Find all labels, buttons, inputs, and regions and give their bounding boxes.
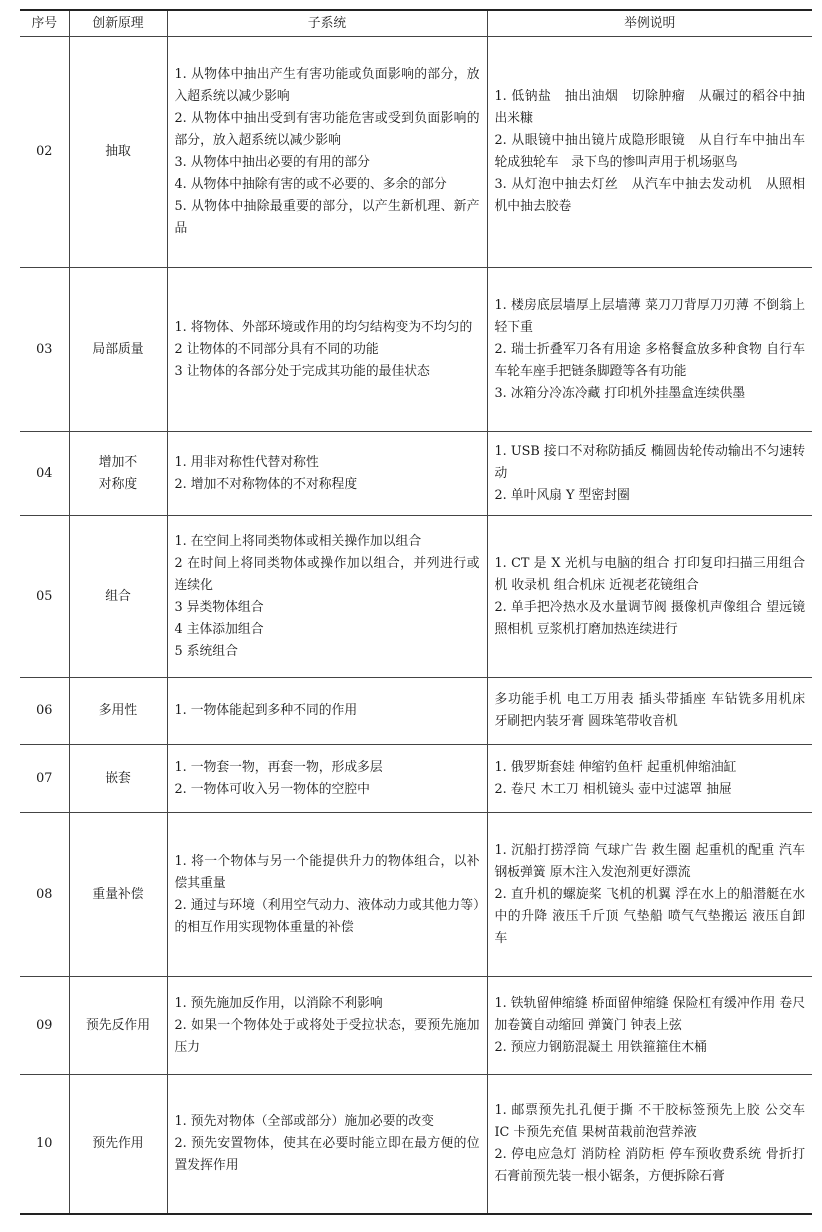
subsystem-item: 4. 从物体中抽除有害的或不必要的、多余的部分	[174, 177, 447, 192]
examples-cell	[487, 432, 812, 516]
table-row	[20, 1075, 812, 1214]
subsystem-cell	[167, 977, 487, 1075]
example-item: 1. 俄罗斯套娃 伸缩钓鱼杆 起重机伸缩油缸	[494, 759, 737, 775]
table-row	[20, 977, 812, 1075]
example-item: 2. 单叶风扇 Y 型密封圈	[494, 487, 630, 503]
subsystem-item: 5 系统组合	[174, 643, 238, 659]
principle-cell	[69, 977, 167, 1075]
examples-cell	[487, 745, 812, 813]
row-number: 04	[20, 432, 69, 516]
row-number: 07	[20, 745, 69, 813]
subsystem-item: 3. 从物体中抽出必要的有用的部分	[174, 155, 370, 170]
principle-cell	[69, 813, 167, 977]
subsystem-item: 1. 一物体能起到多种不同的作用	[174, 703, 358, 718]
table-row	[20, 37, 812, 268]
header-subsystem: 子系统	[167, 10, 487, 37]
principle-name: 预先反作用	[86, 1017, 150, 1033]
principle-name: 对称度	[98, 476, 138, 492]
subsystem-item: 2 在时间上将同类物体或操作加以组合，并列进行或连续化	[174, 555, 480, 593]
example-item: 1. USB 接口不对称防插反 椭圆齿轮传动输出不匀速转动	[494, 443, 805, 481]
example-item: 1. 楼房底层墙厚上层墙薄 菜刀刀背厚刀刃薄 不倒翁上轻下重	[494, 297, 805, 335]
principle-name: 组合	[105, 588, 131, 604]
subsystem-item: 2. 如果一个物体处于或将处于受拉状态，要预先施加压力	[174, 1017, 480, 1055]
table-body	[20, 37, 812, 1214]
examples-cell	[487, 678, 812, 745]
example-item: 2. 从眼镜中抽出镜片成隐形眼镜 从自行车中抽出车轮成独轮车 录下鸟的惨叫声用于机场驱鸟	[494, 133, 805, 170]
row-number: 06	[20, 678, 69, 745]
examples-cell	[487, 813, 812, 977]
header-number: 序号	[20, 10, 69, 37]
subsystem-item: 1. 一物套一物，再套一物，形成多层	[174, 759, 383, 775]
subsystem-cell	[167, 1075, 487, 1214]
examples-cell	[487, 1075, 812, 1214]
examples-cell	[487, 268, 812, 432]
example-item: 1. 铁轨留伸缩缝 桥面留伸缩缝 保险杠有缓冲作用 卷尺加卷簧自动缩回 弹簧门 钟表上弦	[494, 995, 805, 1033]
examples-cell	[487, 977, 812, 1075]
principle-cell	[69, 678, 167, 745]
example-item: 多功能手机 电工万用表 插头带插座 车钻铣多用机床 牙刷把内装牙膏 圆珠笔带收音机	[494, 692, 805, 729]
principle-name: 局部质量	[92, 341, 144, 357]
principle-name: 多用性	[98, 703, 138, 718]
example-item: 2. 单手把冷热水及水量调节阀 摄像机声像组合 望远镜照相机 豆浆机打磨加热连续进行	[494, 599, 805, 637]
example-item: 2. 瑞士折叠军刀各有用途 多格餐盒放多种食物 自行车车轮车座手把链条脚蹬等各有功能	[494, 341, 805, 379]
row-number: 05	[20, 516, 69, 678]
example-item: 2. 停电应急灯 消防栓 消防柜 停车预收费系统 骨折打石膏前预先装一根小锯条，方便拆除石膏	[494, 1146, 805, 1184]
header-row	[20, 10, 812, 37]
subsystem-item: 1. 从物体中抽出产生有害功能或负面影响的部分，放入超系统以减少影响	[174, 67, 480, 104]
subsystem-cell	[167, 268, 487, 432]
principle-cell	[69, 268, 167, 432]
table-row	[20, 813, 812, 977]
row-number: 03	[20, 268, 69, 432]
subsystem-item: 3 让物体的各部分处于完成其功能的最佳状态	[174, 363, 430, 379]
example-item: 3. 从灯泡中抽去灯丝 从汽车中抽去发动机 从照相机中抽去胶卷	[494, 177, 805, 214]
examples-cell	[487, 516, 812, 678]
subsystem-cell	[167, 813, 487, 977]
header-examples: 举例说明	[487, 10, 812, 37]
subsystem-item: 2. 从物体中抽出受到有害功能危害或受到负面影响的部分，放入超系统以减少影响	[174, 111, 480, 148]
subsystem-cell	[167, 432, 487, 516]
row-number: 10	[20, 1075, 69, 1214]
subsystem-cell	[167, 678, 487, 745]
principle-name: 增加不	[98, 454, 138, 470]
example-item: 1. 沉船打捞浮筒 气球广告 救生圈 起重机的配重 汽车钢板弹簧 原木注入发泡剂更好漂流	[494, 842, 805, 880]
subsystem-cell	[167, 37, 487, 268]
example-item: 2. 卷尺 木工刀 相机镜头 壶中过滤罩 抽屉	[494, 781, 732, 797]
principle-name: 预先作用	[92, 1135, 144, 1151]
principle-name: 抽取	[105, 144, 131, 159]
subsystem-item: 4 主体添加组合	[174, 621, 264, 637]
example-item: 3. 冰箱分冷冻冷藏 打印机外挂墨盒连续供墨	[494, 385, 746, 401]
header-principle: 创新原理	[69, 10, 167, 37]
principle-cell	[69, 1075, 167, 1214]
subsystem-item: 1. 预先对物体（全部或部分）施加必要的改变	[174, 1113, 434, 1129]
table-row	[20, 678, 812, 745]
subsystem-item: 2. 通过与环境（利用空气动力、液体动力或其他力等）的相互作用实现物体重量的补偿	[174, 897, 480, 935]
principle-cell	[69, 432, 167, 516]
table-row	[20, 268, 812, 432]
subsystem-item: 5. 从物体中抽除最重要的部分，以产生新机理、新产品	[174, 199, 480, 236]
table-row	[20, 745, 812, 813]
principle-cell	[69, 516, 167, 678]
subsystem-item: 2. 增加不对称物体的不对称程度	[174, 476, 358, 492]
subsystem-item: 1. 将一个物体与另一个能提供升力的物体组合，以补偿其重量	[174, 853, 480, 891]
table-row	[20, 516, 812, 678]
example-item: 2. 预应力钢筋混凝土 用铁箍箍住木桶	[494, 1039, 707, 1055]
subsystem-item: 1. 用非对称性代替对称性	[174, 454, 319, 470]
example-item: 1. 邮票预先扎孔便于撕 不干胶标签预先上胶 公交车 IC 卡预先充值 果树苗栽前泡营养液	[494, 1102, 805, 1140]
subsystem-item: 2 让物体的不同部分具有不同的功能	[174, 341, 379, 357]
subsystem-cell	[167, 745, 487, 813]
principle-cell	[69, 745, 167, 813]
innovation-principles-table	[20, 9, 812, 1215]
row-number: 09	[20, 977, 69, 1075]
row-number: 02	[20, 37, 69, 268]
principle-name: 嵌套	[105, 770, 131, 786]
principle-name: 重量补偿	[92, 886, 144, 902]
example-item: 1. CT 是 X 光机与电脑的组合 打印复印扫描三用组合机 收录机 组合机床 近视老花镜组合	[494, 555, 805, 593]
subsystem-item: 1. 将物体、外部环境或作用的均匀结构变为不均匀的	[174, 319, 473, 335]
table-row	[20, 432, 812, 516]
examples-cell	[487, 37, 812, 268]
subsystem-item: 2. 一物体可收入另一物体的空腔中	[174, 781, 370, 797]
subsystem-cell	[167, 516, 487, 678]
subsystem-item: 1. 预先施加反作用，以消除不利影响	[174, 995, 383, 1011]
row-number: 08	[20, 813, 69, 977]
subsystem-item: 2. 预先安置物体，使其在必要时能立即在最方便的位置发挥作用	[174, 1135, 480, 1173]
principle-cell	[69, 37, 167, 268]
example-item: 1. 低钠盐 抽出油烟 切除肿瘤 从碾过的稻谷中抽出米糠	[494, 89, 805, 126]
example-item: 2. 直升机的螺旋桨 飞机的机翼 浮在水上的船潜艇在水中的升降 液压千斤顶 气垫船 喷气气垫搬运 液压自卸车	[494, 886, 805, 946]
subsystem-item: 3 异类物体组合	[174, 599, 264, 615]
subsystem-item: 1. 在空间上将同类物体或相关操作加以组合	[174, 533, 422, 549]
